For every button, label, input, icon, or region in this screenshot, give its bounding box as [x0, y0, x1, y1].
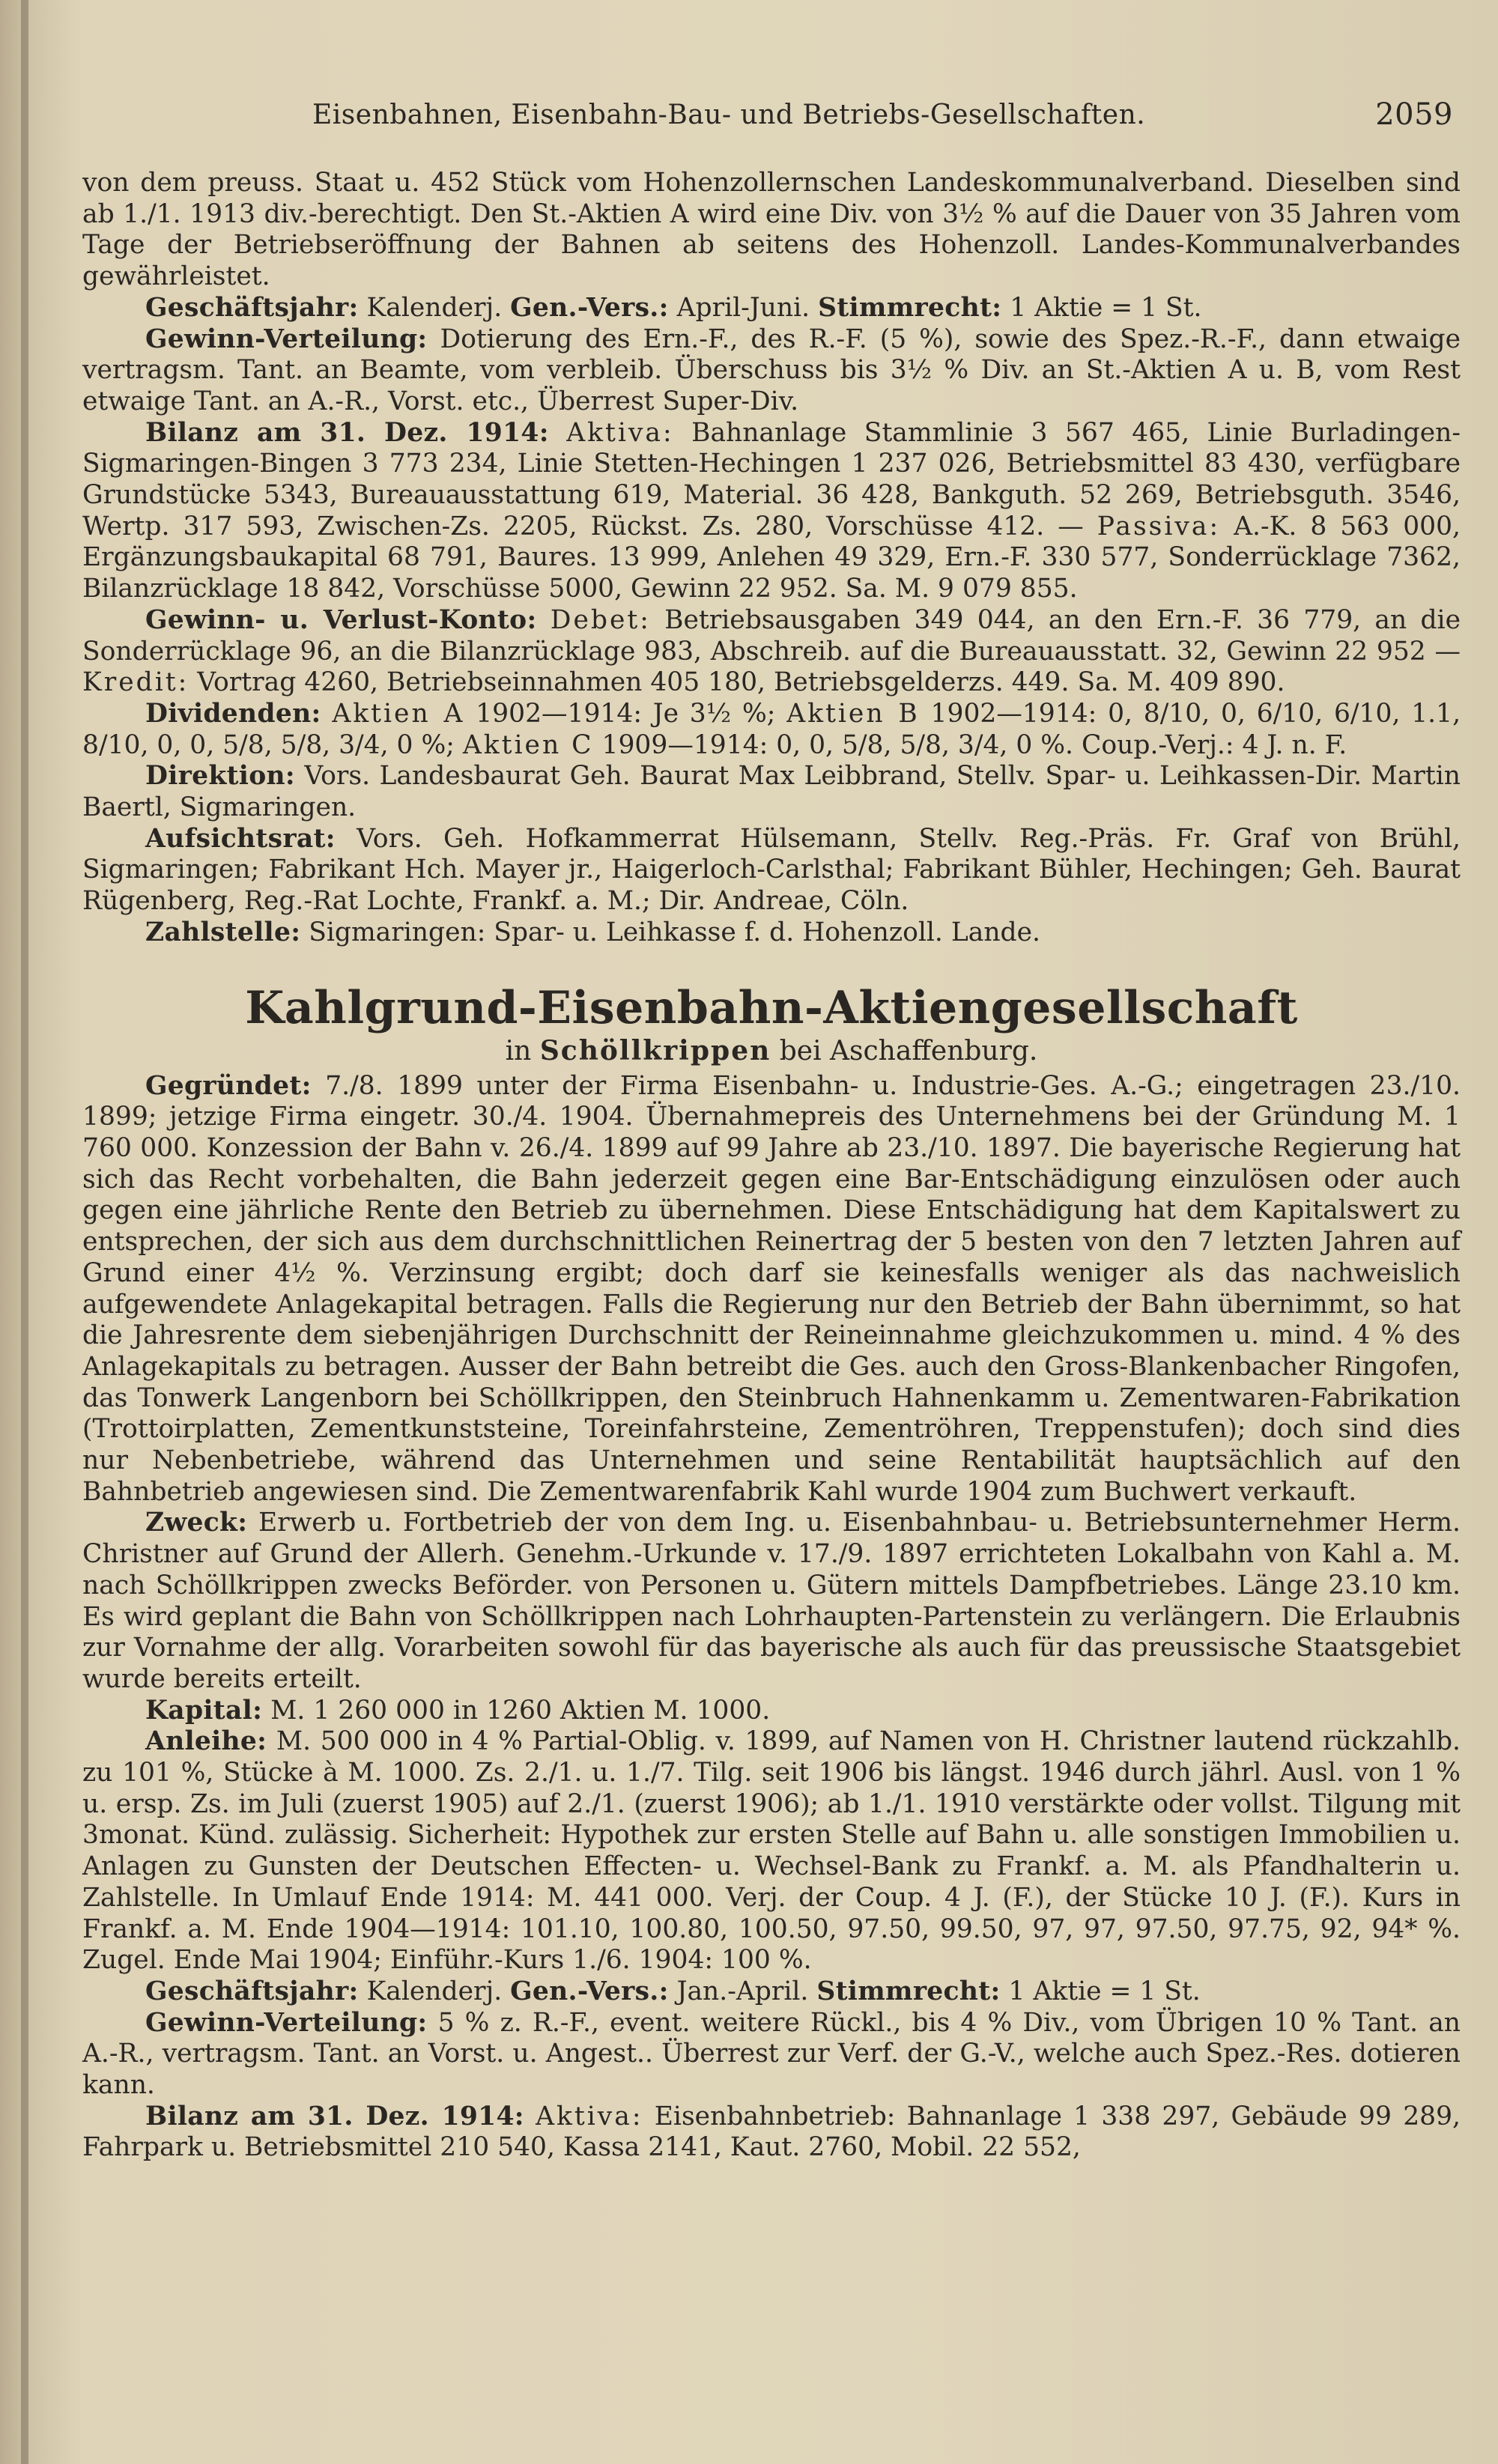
company-zweck — [82, 1508, 1461, 1695]
company-gewinn-label: Gewinn-Verteilung: — [145, 2007, 428, 2038]
company-geschaeftsjahr-label: Geschäftsjahr: — [145, 1976, 359, 2006]
prev-direktion-text: Vors. Landesbaurat Geh. Baurat Max Leibbrand, Stellv. Spar- u. Leihkassen-Dir. Martin Baertl, Sigmaringen. — [82, 761, 1461, 823]
company-kapital-text: M. 1 260 000 in 1260 Aktien M. 1000. — [270, 1695, 771, 1726]
prev-div-c-label: Aktien C — [462, 729, 594, 760]
prev-aufsichtsrat-text: Vors. Geh. Hofkammerrat Hülsemann, Stellv. Reg.-Präs. Fr. Graf von Brühl, Sigmaringen; Fabrikant Hch. Mayer jr., Haigerloch-Carlsthal; Fabrikant Bühler, Hechingen; Geh. Baurat Rügenberg, Reg.-Rat Lochte, Frankf. a. M.; Dir. Andreae, Cöln. — [82, 823, 1461, 917]
company-gegruendet — [82, 1071, 1461, 1508]
prev-intro: von dem preuss. Staat u. 452 Stück vom Hohenzollernschen Landeskommunalverband. Dieselben sind ab 1./1. 1913 div.-berechtigt. Den St.-Aktien A wird eine Div. von 3½ % auf die Dauer von 35 Jahren vom Tage der Betriebseröffnung der Bahnen ab seitens des Hohenzoll. Landes-Kommunalverbandes gewährleistet. — [82, 168, 1461, 292]
running-title: Eisenbahnen, Eisenbahn-Bau- und Betriebs-Gesellschaften. — [312, 99, 1146, 130]
prev-div-a-text: 1902—1914: Je 3½ %; — [476, 698, 776, 729]
company-meta-line — [82, 1976, 1461, 2008]
text-column — [82, 168, 1461, 2164]
company-bilanz — [82, 2102, 1461, 2164]
prev-stimmrecht-label: Stimmrecht: — [818, 292, 1002, 323]
company-anleihe — [82, 1726, 1461, 1976]
company-subtitle — [82, 1034, 1461, 1068]
prev-dividenden-label: Dividenden: — [145, 698, 321, 729]
company-kapital-label: Kapital: — [145, 1695, 263, 1726]
prev-zahlstelle-label: Zahlstelle: — [145, 917, 301, 947]
prev-gewinn — [82, 324, 1461, 418]
prev-div-b-label: Aktien B — [786, 698, 920, 729]
prev-div-b-text: 1902—1914: 0, 8/10, 0, 6/10, 6/10, 1.1, 8/10, 0, 0, 5/8, 5/8, 3/4, 0 %; — [82, 698, 1461, 760]
company-prefix: in — [505, 1035, 532, 1066]
prev-passiva-label: Passiva: — [1097, 511, 1221, 541]
company-title: Kahlgrund-Eisenbahn-Aktiengesellschaft — [245, 981, 1298, 1034]
prev-meta-line — [82, 293, 1461, 324]
prev-direktion-label: Direktion: — [145, 761, 295, 792]
company-stimmrecht-label: Stimmrecht: — [816, 1976, 1001, 2006]
company-place: Schöllkrippen — [539, 1034, 771, 1066]
prev-passiva-text: A.-K. 8 563 000, Ergänzungsbaukapital 68 791, Baures. 13 999, Anlehen 49 329, Ern.-F. 330 577, Sonderrücklage 7362, Bilanzrücklage 18 842, Vorschüsse 5000, Gewinn 22 952. Sa. M. 9 079 855. — [82, 511, 1461, 604]
prev-debet-text: Betriebsausgaben 349 044, an den Ern.-F. 36 779, an die Sonderrücklage 96, an die Bilanzrücklage 983, Abschreib. auf die Bureauausstatt. 32, Gewinn 22 952 — — [82, 604, 1461, 667]
prev-gewinn-text: Dotierung des Ern.-F., des R.-F. (5 %), sowie des Spez.-R.-F., dann etwaige vertragsm. Tant. an Beamte, vom verbleib. Überschuss bis 3½ % Div. an St.-Aktien A u. B, vom Rest etwaige Tant. an A.-R., Vorst. etc., Überrest Super-Div. — [82, 324, 1461, 416]
prev-zahlstelle-text: Sigmaringen: Spar- u. Leihkasse f. d. Hohenzoll. Lande. — [309, 917, 1041, 947]
prev-kredit-label: Kredit: — [82, 667, 189, 698]
company-aktiva-text: Eisenbahnbetrieb: Bahnanlage 1 338 297, Gebäude 99 289, Fahrpark u. Betriebsmittel 210 540, Kassa 2141, Kaut. 2760, Mobil. 22 552, — [82, 2101, 1461, 2163]
prev-aktiva-label: Aktiva: — [566, 417, 674, 448]
prev-geschaeftsjahr-label: Geschäftsjahr: — [145, 292, 359, 323]
prev-dividenden — [82, 699, 1461, 761]
prev-kredit-text: Vortrag 4260, Betriebseinnahmen 405 180, Betriebsgelderzs. 449. Sa. M. 409 890. — [197, 667, 1285, 698]
prev-genvers-text: April-Juni. — [676, 292, 810, 323]
prev-genvers-label: Gen.-Vers.: — [510, 292, 669, 323]
prev-guv-label: Gewinn- u. Verlust-Konto: — [145, 604, 537, 635]
company-gewinn-text: 5 % z. R.-F., event. weitere Rückl., bis 4 % Div., vom Übrigen 10 % Tant. an A.-R., vertragsm. Tant. an Vorst. u. Angest.. Überrest zur Verf. der G.-V., welche auch Spez.-Res. dotieren kann. — [82, 2007, 1461, 2101]
page-number: 2059 — [1375, 97, 1453, 132]
company-anleihe-label: Anleihe: — [145, 1726, 267, 1757]
prev-bilanz-label: Bilanz am 31. Dez. 1914: — [145, 417, 549, 448]
prev-debet-label: Debet: — [550, 604, 651, 635]
company-kapital — [82, 1696, 1461, 1727]
prev-bilanz — [82, 418, 1461, 605]
company-geschaeftsjahr-text: Kalenderj. — [366, 1976, 503, 2006]
prev-stimmrecht-text: 1 Aktie = 1 St. — [1010, 292, 1202, 323]
prev-direktion — [82, 761, 1461, 823]
company-gegruendet-label: Gegründet: — [145, 1070, 312, 1101]
prev-div-a-label: Aktien A — [332, 698, 465, 729]
company-suffix: bei Aschaffenburg. — [779, 1035, 1038, 1066]
prev-aufsichtsrat — [82, 824, 1461, 917]
prev-div-c-text: 1909—1914: 0, 0, 5/8, 5/8, 3/4, 0 %. Coup.-Verj.: 4 J. n. F. — [601, 729, 1347, 760]
company-zweck-text: Erwerb u. Fortbetrieb der von dem Ing. u. Eisenbahnbau- u. Betriebsunternehmer Herm. Christner auf Grund der Allerh. Genehm.-Urkunde v. 17./9. 1897 errichteten Lokalbahn von Kahl a. M. nach Schöllkrippen zwecks Beförder. von Personen u. Gütern mittels Dampfbetriebes. Länge 23.10 km. Es wird geplant die Bahn von Schöllkrippen nach Lohrhaupten-Partenstein zu verlängern. Die Erlaubnis zur Vornahme der allg. Vorarbeiten sowohl für das bayerische als auch für das preussische Staatsgebiet wurde bereits erteilt. — [82, 1508, 1461, 1694]
running-header — [82, 88, 1468, 141]
company-gegruendet-text: 7./8. 1899 unter der Firma Eisenbahn- u. Industrie-Ges. A.-G.; eingetragen 23./10. 1899; jetzige Firma eingetr. 30./4. 1904. Übernahmepreis des Unternehmens bei der Gründung M. 1 760 000. Konzession der Bahn v. 26./4. 1899 auf 99 Jahre ab 23./10. 1897. Die bayerische Regierung hat sich das Recht vorbehalten, die Bahn jederzeit gegen eine Bar-Entschädigung einzulösen oder auch gegen eine jährliche Rente den Betrieb zu übernehmen. Diese Entschädigung hat dem Kapitalswert zu entsprechen, der sich aus dem durchschnittlichen Reinertrag der 5 besten von den 7 letzten Jahren auf Grund einer 4½ %. Verzinsung ergibt; doch darf sie keinesfalls weniger als das nachweislich aufgewendete Anlagekapital betragen. Falls die Regierung nur den Betrieb der Bahn übernimmt, so hat die Jahresrente dem siebenjährigen Durchschnitt der Reineinnahme gleichzukommen u. mind. 4 % des Anlagekapitals zu betragen. Ausser der Bahn betreibt die Ges. auch den Gross-Blankenbacher Ringofen, das Tonwerk Langenborn bei Schöllkrippen, den Steinbruch Hahnenkamm u. Zementwaren-Fabrikation (Trottoirplatten, Zementkunststeine, Toreinfahrsteine, Zementröhren, Treppenstufen); doch sind dies nur Nebenbetriebe, während das Unternehmen und seine Rentabilität hauptsächlich auf den Bahnbetrieb angewiesen sind. Die Zementwarenfabrik Kahl wurde 1904 zum Buchwert verkauft. — [82, 1070, 1461, 1507]
company-gewinn — [82, 2008, 1461, 2102]
prev-gewinn-label: Gewinn-Verteilung: — [145, 324, 428, 354]
prev-aktiva-text: Bahnanlage Stammlinie 3 567 465, Linie Burladingen-Sigmaringen-Bingen 3 773 234, Linie Stetten-Hechingen 1 237 026, Betriebsmittel 83 430, verfügbare Grundstücke 5343, Bureauausstattung 619, Material. 36 428, Bankguth. 52 269, Betriebsguth. 3546, Wertp. 317 593, Zwischen-Zs. 2205, Rückst. Zs. 280, Vorschüsse 412. — — [82, 417, 1461, 541]
company-aktiva-label: Aktiva: — [536, 2101, 643, 2131]
company-zweck-label: Zweck: — [145, 1508, 248, 1538]
prev-geschaeftsjahr-text: Kalenderj. — [366, 292, 503, 323]
company-bilanz-label: Bilanz am 31. Dez. 1914: — [145, 2101, 524, 2131]
company-stimmrecht-text: 1 Aktie = 1 St. — [1008, 1976, 1201, 2006]
prev-aufsichtsrat-label: Aufsichtsrat: — [145, 823, 336, 854]
company-genvers-text: Jan.-April. — [676, 1976, 809, 2006]
company-anleihe-text: M. 500 000 in 4 % Partial-Oblig. v. 1899, auf Namen von H. Christner lautend rückzahlb. zu 101 %, Stücke à M. 1000. Zs. 2./1. u. 1./7. Tilg. seit 1906 bis längst. 1946 durch jährl. Ausl. von 1 % u. ersp. Zs. im Juli (zuerst 1905) auf 2./1. (zuerst 1906); ab 1./1. 1910 verstärkte oder vollst. Tilgung mit 3monat. Künd. zulässig. Sicherheit: Hypothek zur ersten Stelle auf Bahn u. alle sonstigen Immobilien u. Anlagen zu Gunsten der Deutschen Effecten- u. Wechsel-Bank zu Frankf. a. M. als Pfandhalterin u. Zahlstelle. In Umlauf Ende 1914: M. 441 000. Verj. der Coup. 4 J. (F.), der Stücke 10 J. (F.). Kurs in Frankf. a. M. Ende 1904—1914: 101.10, 100.80, 100.50, 97.50, 99.50, 97, 97, 97.50, 97.75, 92, 94* %. Zugel. Ende Mai 1904; Einführ.-Kurs 1./6. 1904: 100 %. — [82, 1726, 1461, 1976]
binding-shadow — [21, 0, 28, 2464]
prev-guv — [82, 605, 1461, 699]
company-genvers-label: Gen.-Vers.: — [510, 1976, 669, 2006]
prev-zahlstelle — [82, 917, 1461, 949]
